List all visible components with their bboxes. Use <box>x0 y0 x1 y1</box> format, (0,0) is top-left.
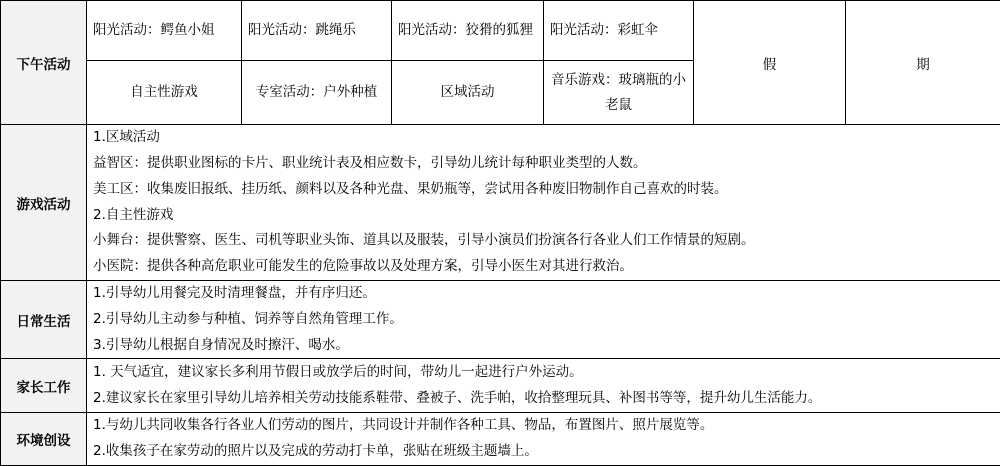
game-line-1: 1.区域活动 <box>93 125 994 151</box>
game-row <box>1 125 1000 281</box>
daily-line-1: 1.引导幼儿用餐完及时清理餐盘，并有序归还。 <box>93 281 994 307</box>
game-content <box>87 125 1000 281</box>
daily-row <box>1 281 1000 359</box>
afternoon-activity-3: 阳光活动：狡猾的狐狸 <box>392 1 544 61</box>
afternoon-label: 下午活动 <box>1 1 87 125</box>
environment-line-2: 2.收集孩子在家劳动的照片以及完成的劳动打卡单，张贴在班级主题墙上。 <box>93 439 994 465</box>
afternoon-activity-4: 阳光活动：彩虹伞 <box>544 1 694 61</box>
daily-line-2: 2.引导幼儿主动参与种植、饲养等自然角管理工作。 <box>93 307 994 333</box>
environment-row <box>1 413 1000 466</box>
parents-row <box>1 359 1000 413</box>
parents-line-1: 1. 天气适宜，建议家长多利用节假日或放学后的时间，带幼儿一起进行户外运动。 <box>93 360 994 386</box>
daily-label: 日常生活 <box>1 281 87 359</box>
holiday-cell-1: 假 <box>694 1 846 125</box>
game-line-3: 美工区：收集废旧报纸、挂历纸、颜料以及各种光盘、果奶瓶等，尝试用各种废旧物制作自己喜欢的时装。 <box>93 177 994 203</box>
afternoon-activity-6: 专室活动：户外种植 <box>242 61 392 125</box>
afternoon-activity-7: 区域活动 <box>392 61 544 125</box>
game-line-4: 2.自主性游戏 <box>93 203 994 229</box>
game-line-2: 益智区：提供职业图标的卡片、职业统计表及相应数卡，引导幼儿统计每种职业类型的人数。 <box>93 151 994 177</box>
game-label: 游戏活动 <box>1 125 87 281</box>
parents-content <box>87 359 1000 413</box>
parents-line-2: 2.建议家长在家里引导幼儿培养相关劳动技能系鞋带、叠被子、洗手帕，收拾整理玩具、补图书等等，提升幼儿生活能力。 <box>93 386 994 412</box>
game-line-6: 小医院：提供各种高危职业可能发生的危险事故以及处理方案，引导小医生对其进行救治。 <box>93 254 994 280</box>
parents-label: 家长工作 <box>1 359 87 413</box>
environment-label: 环境创设 <box>1 413 87 466</box>
game-line-5: 小舞台：提供警察、医生、司机等职业头饰、道具以及服装，引导小演员们扮演各行各业人们工作情景的短剧。 <box>93 228 994 254</box>
environment-content <box>87 413 1000 466</box>
afternoon-activity-5: 自主性游戏 <box>87 61 242 125</box>
afternoon-activity-1: 阳光活动：鳄鱼小姐 <box>87 1 242 61</box>
afternoon-row-1 <box>1 1 1000 61</box>
daily-line-3: 3.引导幼儿根据自身情况及时擦汗、喝水。 <box>93 333 994 359</box>
environment-line-1: 1.与幼儿共同收集各行各业人们劳动的图片，共同设计并制作各种工具、物品，布置图片、照片展览等。 <box>93 413 994 439</box>
holiday-cell-2: 期 <box>846 1 1000 125</box>
afternoon-activity-8: 音乐游戏：玻璃瓶的小老鼠 <box>544 61 694 125</box>
daily-content <box>87 281 1000 359</box>
afternoon-activity-2: 阳光活动：跳绳乐 <box>242 1 392 61</box>
